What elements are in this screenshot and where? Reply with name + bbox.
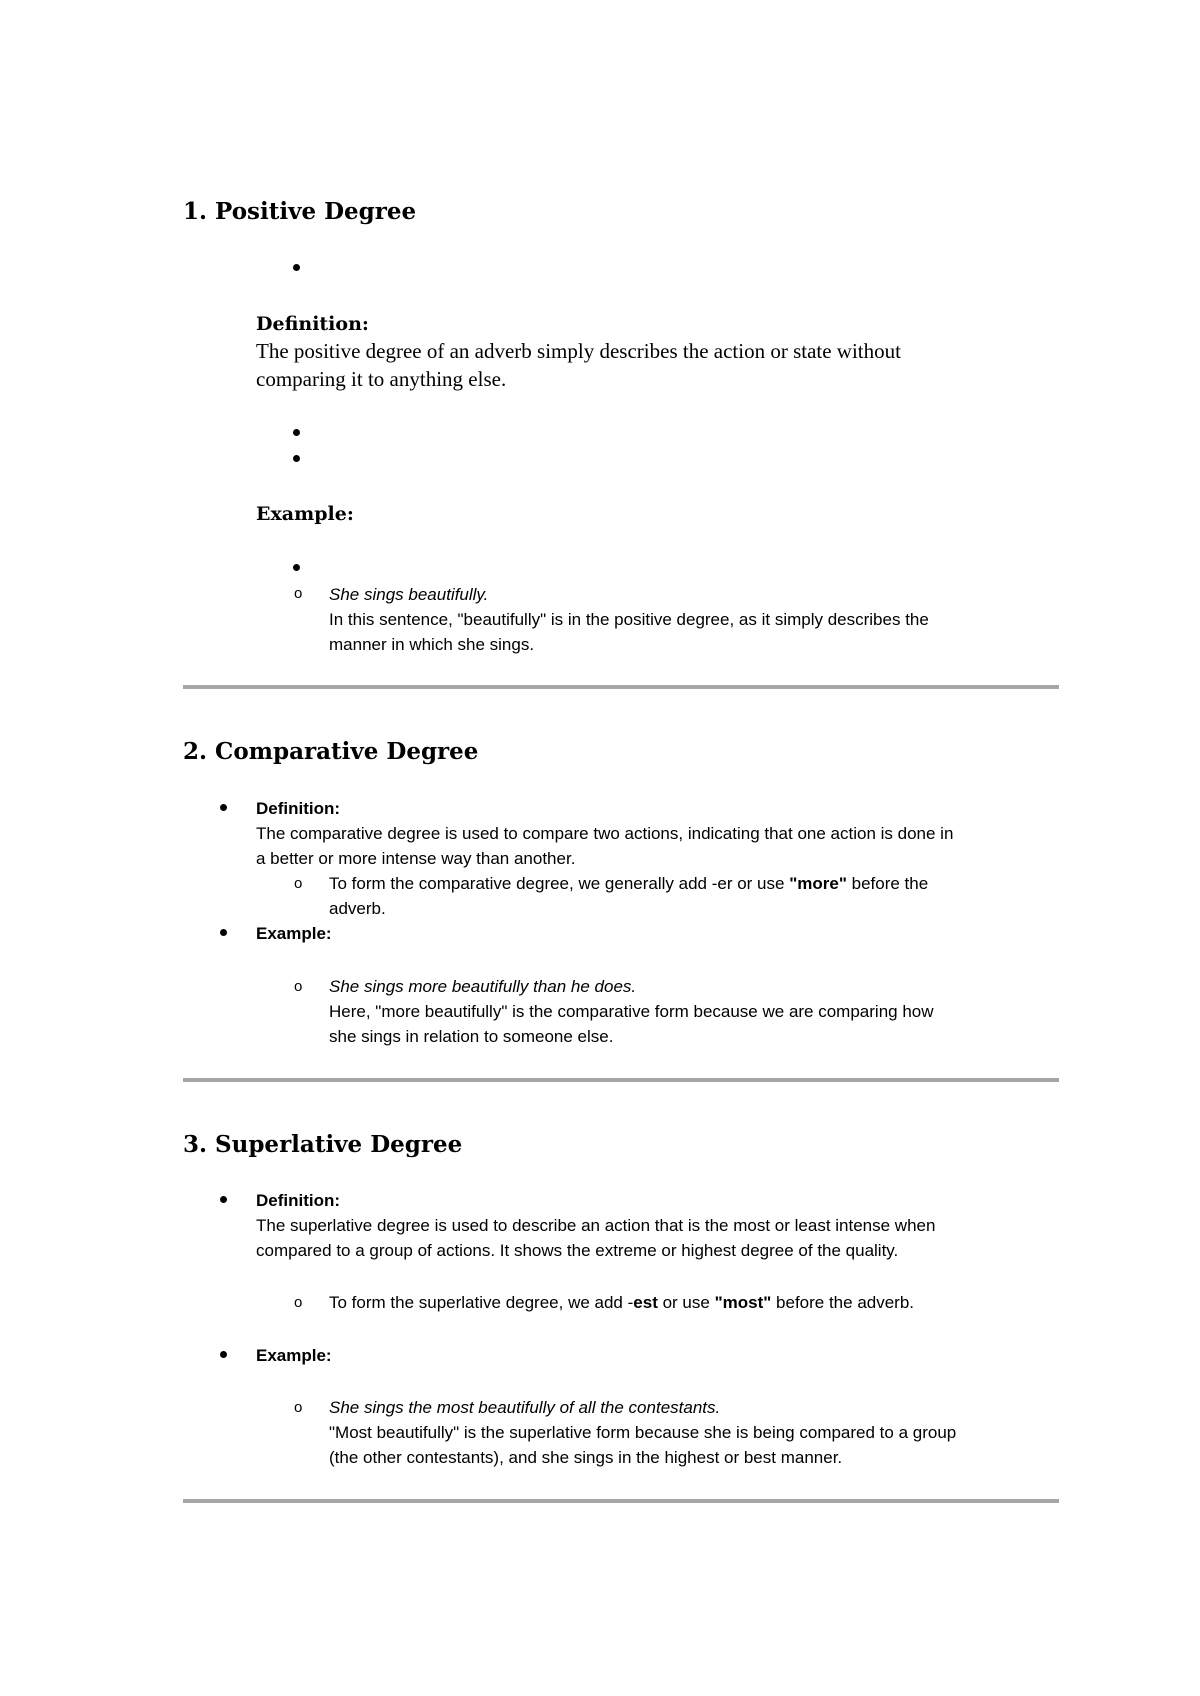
definition-text-line: compared to a group of actions. It shows the extreme or highest degree of the quality. (256, 1241, 899, 1260)
horizontal-rule (183, 685, 1059, 689)
definition-label: Definition: (256, 313, 369, 335)
example-label: Example: (256, 503, 354, 525)
definition-text-line: a better or more intense way than another. (256, 849, 576, 868)
formation-rule-keyword: "most" (714, 1293, 772, 1312)
formation-rule-text: or use (657, 1293, 715, 1312)
sub-bullet-icon: o (294, 1399, 303, 1416)
formation-rule-text: before the adverb. (771, 1293, 915, 1312)
example-explanation-line: "Most beautifully" is the superlative form because she is being compared to a group (329, 1423, 957, 1442)
bullet-icon (220, 929, 227, 936)
example-sentence: She sings more beautifully than he does. (329, 977, 637, 996)
formation-rule-text: To form the comparative degree, we generally add -er or use (329, 874, 790, 893)
section-heading-positive: 1. Positive Degree (183, 198, 417, 225)
section-heading-comparative: 2. Comparative Degree (183, 738, 479, 765)
definition-label: Definition: (256, 1191, 341, 1210)
formation-rule-line (329, 874, 928, 894)
section-heading-superlative: 3. Superlative Degree (183, 1131, 463, 1158)
definition-text-line: The positive degree of an adverb simply describes the action or state without (256, 339, 901, 363)
bullet-icon (220, 1351, 227, 1358)
example-explanation-line: In this sentence, "beautifully" is in the positive degree, as it simply describes the (329, 610, 929, 629)
example-label: Example: (256, 924, 332, 943)
formation-rule-keyword: "more" (789, 874, 847, 893)
example-explanation-line: manner in which she sings. (329, 635, 535, 654)
example-explanation-line: she sings in relation to someone else. (329, 1027, 614, 1046)
formation-rule-line: adverb. (329, 899, 386, 918)
sub-bullet-icon: o (294, 978, 303, 995)
formation-rule-text: before the (846, 874, 929, 893)
bullet-icon (293, 429, 300, 436)
sub-bullet-icon: o (294, 875, 303, 892)
formation-rule-keyword: est (633, 1293, 658, 1312)
bullet-icon (293, 564, 300, 571)
definition-label: Definition: (256, 799, 341, 818)
bullet-icon (220, 1196, 227, 1203)
definition-text-line: The comparative degree is used to compare two actions, indicating that one action is done in (256, 824, 954, 843)
example-explanation-line: Here, "more beautifully" is the comparative form because we are comparing how (329, 1002, 934, 1021)
example-label: Example: (256, 1346, 332, 1365)
formation-rule-text: To form the superlative degree, we add - (329, 1293, 634, 1312)
example-sentence: She sings the most beautifully of all the contestants. (329, 1398, 721, 1417)
bullet-icon (293, 455, 300, 462)
formation-rule-line (329, 1293, 914, 1313)
example-explanation-line: (the other contestants), and she sings in the highest or best manner. (329, 1448, 843, 1467)
bullet-icon (220, 804, 227, 811)
definition-text-line: The superlative degree is used to describe an action that is the most or least intense when (256, 1216, 936, 1235)
sub-bullet-icon: o (294, 1294, 303, 1311)
horizontal-rule (183, 1499, 1059, 1503)
example-sentence: She sings beautifully. (329, 585, 489, 604)
definition-text-line: comparing it to anything else. (256, 367, 507, 391)
horizontal-rule (183, 1078, 1059, 1082)
bullet-icon (293, 264, 300, 271)
sub-bullet-icon: o (294, 585, 303, 602)
